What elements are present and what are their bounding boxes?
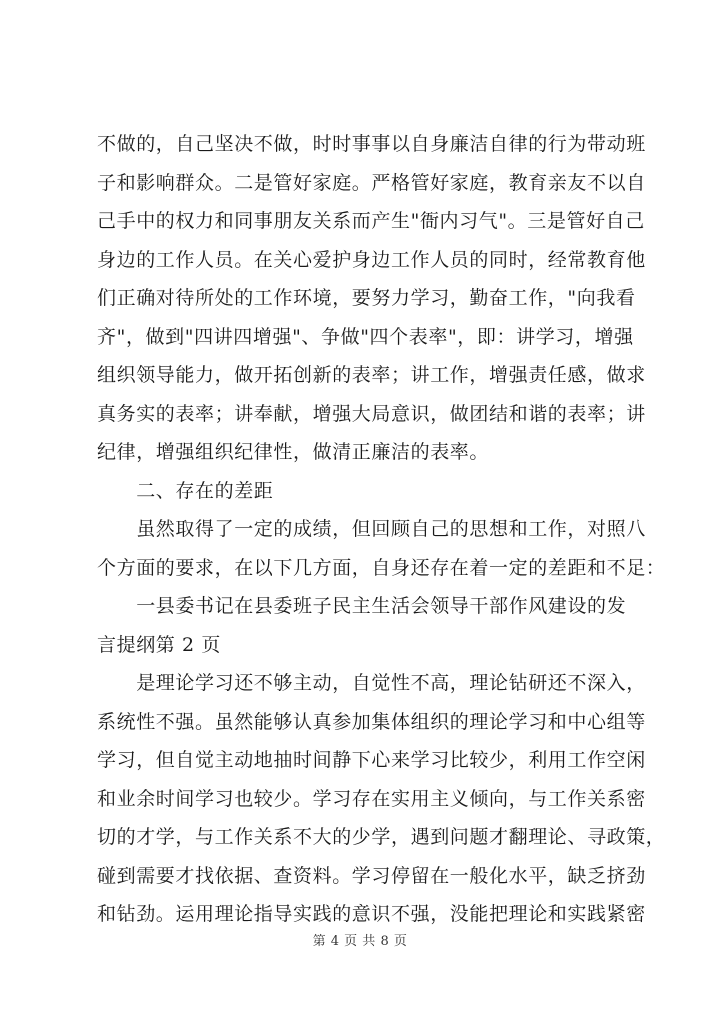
text-line: 是理论学习还不够主动，自觉性不高，理论钻研还不深入， xyxy=(97,672,646,694)
text-line: 一县委书记在县委班子民主生活会领导干部作风建设的发 xyxy=(97,595,627,617)
page-footer: 第 4 页 共 8 页 xyxy=(312,934,408,949)
text-line: 学习，但自觉主动地抽时间静下心来学习比较少，利用工作空闲 xyxy=(97,749,646,771)
text-line: 己手中的权力和同事朋友关系而产生"衙内习气"。三是管好自己 xyxy=(97,210,645,232)
text-line: 不做的，自己坚决不做，时时事事以自身廉洁自律的行为带动班 xyxy=(97,133,646,155)
text-line: 身边的工作人员。在关心爱护身边工作人员的同时，经常教育他 xyxy=(97,248,646,271)
document-body xyxy=(97,125,666,934)
text-line: 子和影响群众。二是管好家庭。严格管好家庭，教育亲友不以自 xyxy=(97,171,646,194)
section-heading: 二、存在的差距 xyxy=(97,479,274,502)
text-line: 和钻劲。运用理论指导实践的意识不强，没能把理论和实践紧密 xyxy=(97,903,646,925)
text-line: 和业余时间学习也较少。学习存在实用主义倾向，与工作关系密 xyxy=(97,787,646,810)
text-line: 切的才学，与工作关系不大的少学，遇到问题才翻理论、寻政策， xyxy=(97,826,666,848)
text-line: 系统性不强。虽然能够认真参加集体组织的理论学习和中心组等 xyxy=(97,710,646,733)
text-line: 组织领导能力，做开拓创新的表率；讲工作，增强责任感，做求 xyxy=(97,364,646,386)
text-line: 个方面的要求，在以下几方面，自身还存在着一定的差距和不足： xyxy=(97,556,666,579)
text-line: 碰到需要才找依据、查资料。学习停留在一般化水平，缺乏挤劲 xyxy=(97,864,646,887)
text-line: 虽然取得了一定的成绩，但回顾自己的思想和工作，对照八 xyxy=(97,518,646,540)
text-line: 纪律，增强组织纪律性，做清正廉洁的表率。 xyxy=(97,441,490,463)
text-line: 言提纲第 2 页 xyxy=(97,633,221,656)
text-line: 们正确对待所处的工作环境，要努力学习，勤奋工作，"向我看 xyxy=(97,287,636,309)
text-line: 真务实的表率；讲奉献，增强大局意识，做团结和谐的表率；讲 xyxy=(97,402,646,425)
text-line: 齐"，做到"四讲四增强"、争做"四个表率"，即：讲学习，增强 xyxy=(97,325,634,348)
